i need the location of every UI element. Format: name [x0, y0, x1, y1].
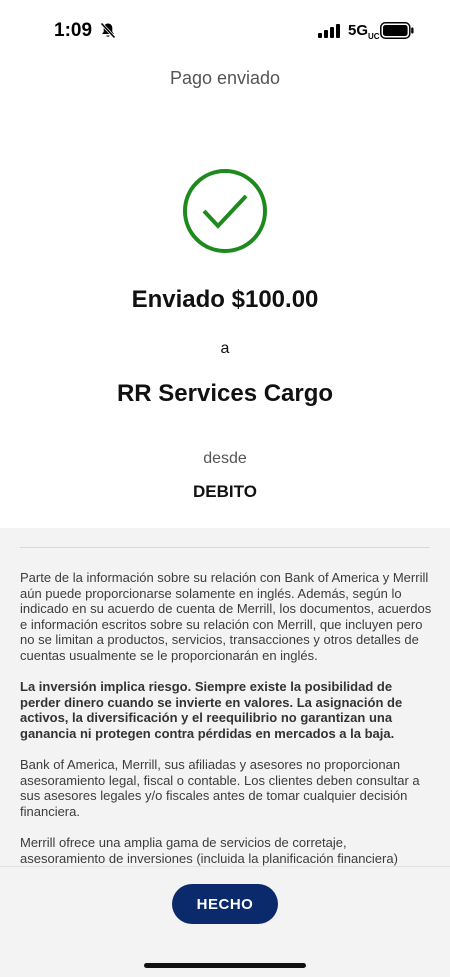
done-button[interactable]: HECHO — [172, 884, 278, 924]
bell-off-icon — [100, 22, 116, 39]
footer — [0, 866, 450, 977]
signal-icon — [318, 24, 340, 38]
status-bar — [0, 0, 450, 60]
divider — [20, 547, 430, 548]
disclosure-text — [20, 570, 432, 866]
from-label: desde — [203, 450, 247, 467]
recipient-name: RR Services Cargo — [116, 380, 334, 407]
to-label: a — [220, 340, 230, 357]
disclosure-panel[interactable] — [0, 528, 450, 866]
battery-icon — [380, 22, 414, 39]
disclosure-paragraph: La inversión implica riesgo. Siempre existe la posibilidad de perder dinero cuando se invierte en valores. La asignación de activos, la diversificación y el reequilibrio no garantizan una ganancia ni protegen contra pérdidas en mercados a la baja. — [20, 679, 403, 741]
home-indicator[interactable] — [144, 963, 306, 968]
check-circle-icon — [182, 168, 268, 254]
sent-amount: Enviado $100.00 — [131, 286, 319, 313]
page-title: Pago enviado — [169, 68, 281, 88]
network-type: $5G_{UC}$ — [348, 22, 380, 41]
status-time: 1:09 — [54, 20, 93, 41]
disclosure-paragraph: Parte de la información sobre su relación con Bank of America y Merrill aún puede proporcionarse solamente en inglés. Además, según lo indicado en su acuerdo de cuenta de Merrill, los documentos, acuerdos e información escritos sobre su relación con Merrill, que incluyen pero no se limitan a productos, servicios, transacciones y otros detalles de cuentas usualmente se le proporcionarán en inglés. — [20, 570, 432, 663]
disclosure-paragraph: Merrill ofrece una amplia gama de servicios de corretaje, asesoramiento de inversiones (incluida la planificación financiera) — [20, 835, 398, 866]
disclosure-paragraph: Bank of America, Merrill, sus afiliadas y asesores no proporcionan asesoramiento legal, fiscal o contable. Los clientes deben consultar a sus asesores legales y/o fiscales antes de tomar cualquier decisión financiera. — [20, 757, 420, 819]
from-account: DEBITO — [193, 482, 257, 501]
